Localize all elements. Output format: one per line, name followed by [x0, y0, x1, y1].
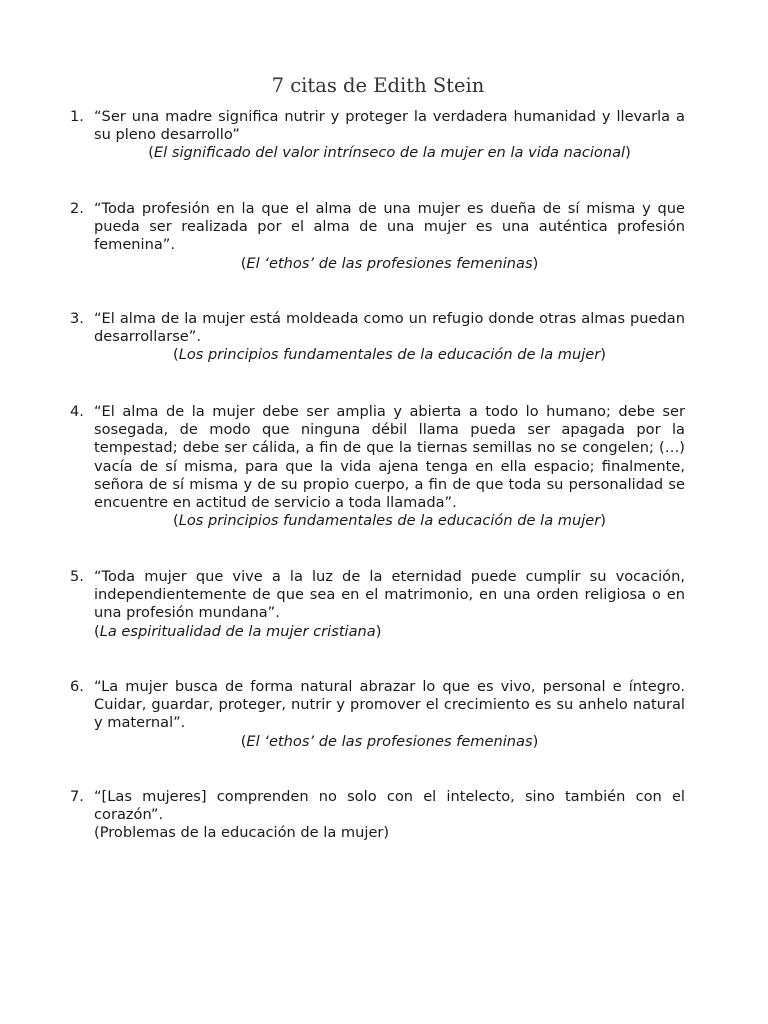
quote-item-1: [70, 108, 685, 163]
quote-source: (El significado del valor intrínseco de la mujer en la vida nacional): [148, 144, 631, 162]
quote-number: 1.: [70, 108, 84, 125]
quote-text: “La mujer busca de forma natural abrazar lo que es vivo, personal e íntegro. Cuidar, guardar, proteger, nutrir y promover el crecimiento es su anhelo natural y maternal”.: [94, 678, 685, 732]
quote-text: “El alma de la mujer debe ser amplia y abierta a todo lo humano; debe ser sosegada, de modo que ninguna débil llama pueda ser apagada por la tempestad; debe ser cálida, a fin de que la tiernas semillas no se congelen; (…) vacía de sí misma, para que la vida ajena tenga en ella espacio; finalmente, señora de sí misma y de su propio cuerpo, a fin de que toda su personalidad se encuentre en actitud de servicio a toda llamada”.: [94, 403, 685, 512]
document-title: 7 citas de Edith Stein: [271, 74, 485, 97]
quote-source: (Los principios fundamentales de la educación de la mujer): [173, 512, 606, 530]
source-title: La espiritualidad de la mujer cristiana: [99, 622, 376, 640]
quote-item-6: [70, 678, 685, 751]
quote-text: “Toda mujer que vive a la luz de la eternidad puede cumplir su vocación, independientemente de que sea en el matrimonio, en una orden religiosa o en una profesión mundana”.: [94, 568, 685, 622]
quote-number: 6.: [70, 678, 84, 695]
quote-number: 7.: [70, 788, 84, 805]
source-title: Los principios fundamentales de la educación de la mujer: [178, 512, 601, 530]
quote-item-7: [70, 788, 685, 843]
source-title: El ‘ethos’ de las profesiones femeninas: [246, 254, 533, 272]
quote-source: (Problemas de la educación de la mujer): [94, 824, 390, 842]
quote-source: (El ‘ethos’ de las profesiones femeninas): [240, 254, 539, 272]
quote-number: 2.: [70, 200, 84, 217]
quote-text: “Toda profesión en la que el alma de una mujer es dueña de sí misma y que pueda ser realizada por el alma de una mujer es una auténtica profesión femenina”.: [94, 200, 685, 254]
quote-item-4: [70, 403, 685, 530]
source-title: El significado del valor intrínseco de la mujer en la vida nacional: [153, 144, 626, 162]
quote-item-3: [70, 310, 685, 365]
source-title: El ‘ethos’ de las profesiones femeninas: [246, 732, 533, 750]
quote-source: (La espiritualidad de la mujer cristiana): [94, 622, 382, 640]
quote-text: “El alma de la mujer está moldeada como un refugio donde otras almas puedan desarrollarse”.: [94, 310, 685, 346]
quote-number: 5.: [70, 568, 84, 585]
quote-text: “Ser una madre significa nutrir y proteger la verdadera humanidad y llevarla a su pleno desarrollo”: [94, 108, 685, 144]
quote-number: 3.: [70, 310, 84, 327]
quote-source: (El ‘ethos’ de las profesiones femeninas): [240, 732, 539, 750]
quote-item-5: [70, 568, 685, 641]
quote-source: (Los principios fundamentales de la educación de la mujer): [173, 346, 606, 364]
quote-item-2: [70, 200, 685, 273]
quote-number: 4.: [70, 403, 84, 420]
source-title: Los principios fundamentales de la educación de la mujer: [178, 346, 601, 364]
quote-text: “[Las mujeres] comprenden no solo con el intelecto, sino también con el corazón”.: [94, 788, 685, 824]
